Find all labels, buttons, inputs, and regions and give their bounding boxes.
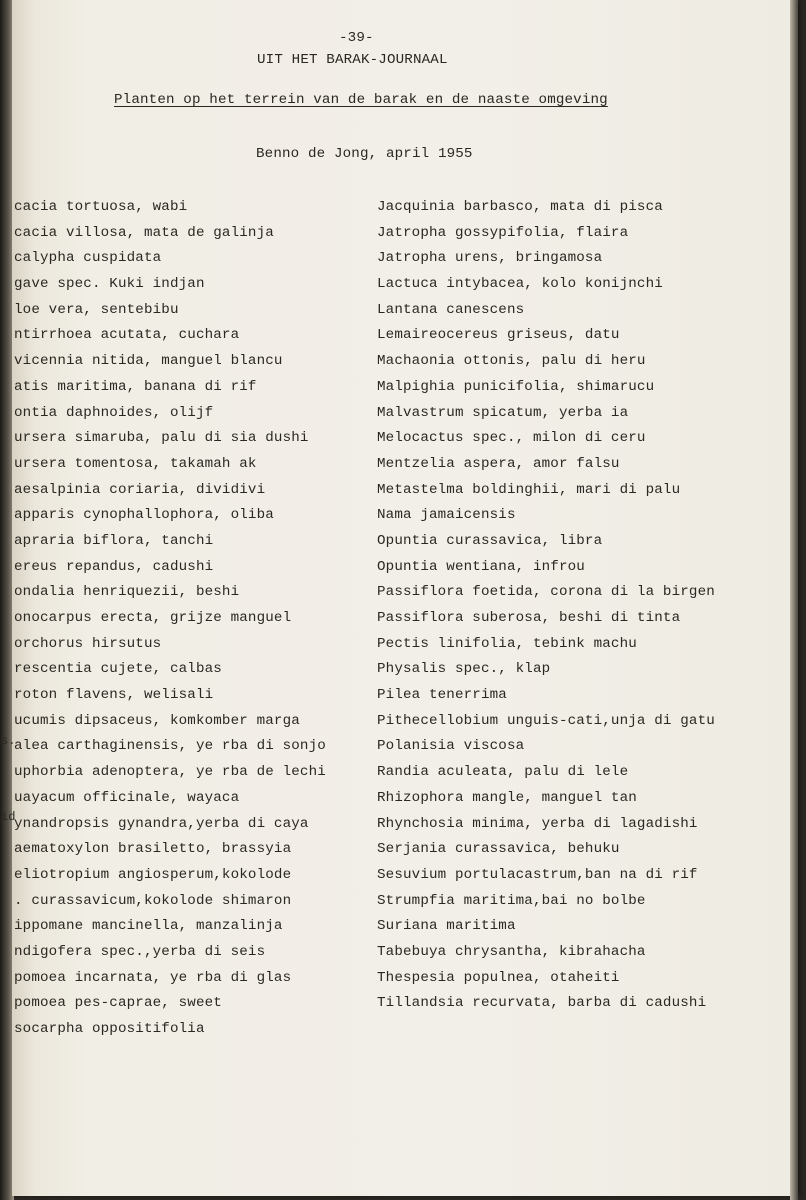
plant-entry: roton flavens, welisali: [14, 687, 214, 704]
plant-entry: Pilea tenerrima: [377, 687, 507, 704]
plant-entry: eliotropium angiosperum,kokolode: [14, 866, 292, 883]
plant-entry: pomoea incarnata, ye rba di glas: [14, 969, 292, 986]
plant-entry: cacia tortuosa, wabi: [14, 199, 188, 215]
plant-entry: onocarpus erecta, grijze manguel: [14, 610, 292, 626]
plant-entry: Melocactus spec., milon di ceru: [377, 430, 646, 447]
plant-entry: Metastelma boldinghii, mari di palu: [377, 481, 681, 498]
plant-entry: socarpha oppositifolia: [14, 1021, 205, 1037]
plant-entry: Pectis linifolia, tebink machu: [377, 635, 637, 652]
plant-entry: vicennia nitida, manguel blancu: [14, 353, 283, 370]
plant-entry: Machaonia ottonis, palu di heru: [377, 353, 646, 370]
plant-entry: Physalis spec., klap: [377, 661, 551, 678]
plant-entry: rescentia cujete, calbas: [14, 661, 222, 678]
plant-entry: Serjania curassavica, behuku: [377, 841, 620, 858]
plant-entry: Rhizophora mangle, manguel tan: [377, 789, 637, 806]
plant-entry: Lemaireocereus griseus, datu: [377, 327, 620, 344]
plant-entry: Jatropha gossypifolia, flaira: [377, 224, 629, 241]
plant-entry: Suriana maritima: [377, 918, 516, 935]
plant-entry: Opuntia curassavica, libra: [377, 532, 603, 549]
plant-entry: apraria biflora, tanchi: [14, 532, 214, 549]
plant-entry: atis maritima, banana di rif: [14, 378, 257, 395]
page-number: -39-: [339, 30, 374, 46]
plant-entry: ereus repandus, cadushi: [14, 558, 214, 575]
plant-entry: Strumpfia maritima,bai no bolbe: [377, 892, 646, 909]
plant-entry: ucumis dipsaceus, komkomber marga: [14, 712, 300, 729]
plant-entry: orchorus hirsutus: [14, 635, 162, 652]
plant-entry: gave spec. Kuki indjan: [14, 276, 205, 293]
plant-entry: Polanisia viscosa: [377, 738, 525, 755]
plant-entry: ynandropsis gynandra,yerba di caya: [14, 815, 309, 832]
plant-entry: Lactuca intybacea, kolo konijnchi: [377, 276, 663, 293]
author-date-line: Benno de Jong, april 1955: [256, 146, 473, 162]
plant-entry: Passiflora suberosa, beshi di tinta: [377, 610, 681, 626]
plant-entry: ontia daphnoides, olijf: [14, 404, 214, 421]
plant-list-right-column: [377, 195, 797, 1017]
plant-entry: ndigofera spec.,yerba di seis: [14, 943, 266, 960]
plant-entry: pomoea pes-caprae, sweet: [14, 995, 222, 1012]
plant-entry: . curassavicum,kokolode shimaron: [14, 892, 292, 909]
plant-entry: Randia aculeata, palu di lele: [377, 764, 629, 781]
plant-entry: cacia villosa, mata de galinja: [14, 224, 274, 241]
plant-entry: Malvastrum spicatum, yerba ia: [377, 404, 629, 421]
plant-list-left-column: [14, 195, 374, 1043]
plant-entry: apparis cynophallophora, oliba: [14, 507, 274, 524]
plant-entry: Passiflora foetida, corona di la birgen: [377, 584, 715, 601]
section-heading: Planten op het terrein van de barak en de naaste omgeving: [114, 92, 608, 108]
plant-entry: Malpighia punicifolia, shimarucu: [377, 378, 655, 395]
plant-entry: loe vera, sentebibu: [14, 301, 179, 318]
plant-entry: Sesuvium portulacastrum,ban na di rif: [377, 866, 698, 883]
plant-entry: Lantana canescens: [377, 301, 525, 318]
page-title: UIT HET BARAK-JOURNAAL: [257, 52, 448, 68]
plant-entry: Thespesia populnea, otaheiti: [377, 969, 620, 986]
plant-entry: Nama jamaicensis: [377, 507, 516, 524]
plant-entry: ntirrhoea acutata, cuchara: [14, 327, 240, 344]
plant-entry: Tabebuya chrysantha, kibrahacha: [377, 943, 646, 960]
plant-entry: ursera simaruba, palu di sia dushi: [14, 430, 309, 447]
plant-entry: ursera tomentosa, takamah ak: [14, 455, 257, 472]
plant-entry: Mentzelia aspera, amor falsu: [377, 455, 620, 472]
plant-entry: Rhynchosia minima, yerba di lagadishi: [377, 815, 698, 832]
plant-entry: alea carthaginensis, ye rba di sonjo: [14, 738, 326, 755]
margin-mark: id: [1, 810, 16, 824]
plant-entry: Pithecellobium unguis-cati,unja di gatu: [377, 712, 715, 729]
plant-entry: Tillandsia recurvata, barba di cadushi: [377, 995, 707, 1012]
plant-entry: aesalpinia coriaria, dividivi: [14, 481, 266, 498]
plant-entry: ondalia henriquezii, beshi: [14, 584, 240, 601]
plant-entry: Opuntia wentiana, infrou: [377, 558, 585, 575]
plant-entry: calypha cuspidata: [14, 250, 162, 267]
plant-entry: uphorbia adenoptera, ye rba de lechi: [14, 764, 326, 781]
plant-entry: ippomane mancinella, manzalinja: [14, 918, 283, 935]
plant-entry: uayacum officinale, wayaca: [14, 789, 240, 806]
margin-mark: s.: [1, 734, 16, 748]
plant-entry: aematoxylon brasiletto, brassyia: [14, 841, 292, 858]
plant-entry: Jatropha urens, bringamosa: [377, 250, 603, 267]
plant-entry: Jacquinia barbasco, mata di pisca: [377, 199, 663, 215]
